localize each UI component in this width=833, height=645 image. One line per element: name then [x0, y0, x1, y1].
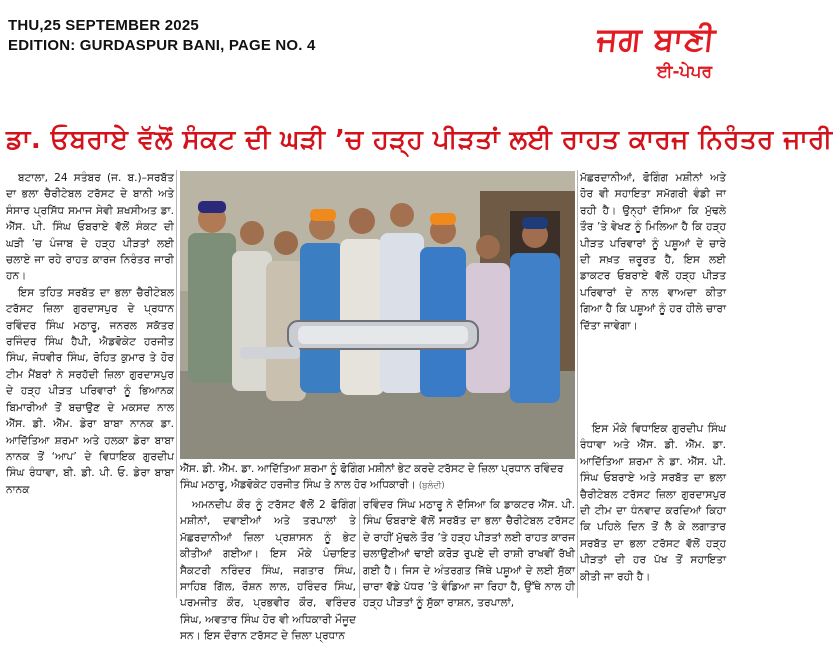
article-column-2 — [180, 497, 356, 643]
logo-epaper-label: ਈ-ਪੇਪਰ — [656, 62, 712, 82]
logo-wordmark: ਜਗ ਬਾਣੀ — [595, 20, 718, 58]
paragraph: ਮੱਛਰਦਾਨੀਆਂ, ਫੋਗਿੰਗ ਮਸ਼ੀਨਾਂ ਅਤੇ ਹੋਰ ਵੀ ਸਹਾਇਤਾ ਸਮੱਗਰੀ ਵੰਡੀ ਜਾ ਰਹੀ ਹੈ। ਉਨ੍ਹਾਂ ਦੱਸਿਆ ਕਿ ਮੁੱਢਲੇ ਤੌਰ ’ਤੇ ਵੇਖਣ ਨੂੰ ਮਿਲਿਆ ਹੈ ਕਿ ਹੜ੍ਹ ਪੀੜਤ ਪਰਿਵਾਰਾਂ ਨੂੰ ਪਸ਼ੂਆਂ ਦੇ ਚਾਰੇ ਦੀ ਸਖ਼ਤ ਜ਼ਰੂਰਤ ਹੈ, ਇਸ ਲਈ ਡਾਕਟਰ ਓਬਰਾਏ ਵੱਲੋਂ ਹੜ੍ਹ ਪੀੜਤ ਪਰਿਵਾਰਾਂ ਦੇ ਨਾਲ ਵਾਅਦਾ ਕੀਤਾ ਗਿਆ ਹੈ ਕਿ ਪਸ਼ੂਆਂ ਨੂੰ ਹਰ ਹੀਲੇ ਚਾਰਾ ਦਿੱਤਾ ਜਾਵੇਗਾ। — [580, 172, 726, 332]
paragraph: ਇਸ ਮੌਕੇ ਵਿਧਾਇਕ ਗੁਰਦੀਪ ਸਿੰਘ ਰੰਧਾਵਾ ਅਤੇ ਐੱਸ. ਡੀ. ਐੱਮ. ਡਾ. ਆਦਿੱਤਿਆ ਸ਼ਰਮਾ ਨੇ ਡਾ. ਐੱਸ. ਪੀ. ਸਿੰਘ ਓਬਰਾਏ ਅਤੇ ਸਰਬੱਤ ਦਾ ਭਲਾ ਚੈਰੀਟੇਬਲ ਟਰੱਸਟ ਜ਼ਿਲਾ ਗੁਰਦਾਸਪੁਰ ਦੀ ਟੀਮ ਦਾ ਧੰਨਵਾਦ ਕਰਦਿਆਂ ਕਿਹਾ ਕਿ ਪਹਿਲੇ ਦਿਨ ਤੋਂ ਲੈ ਕੇ ਲਗਾਤਾਰ ਸਰਬੱਤ ਦਾ ਭਲਾ ਟਰੱਸਟ ਵੱਲੋਂ ਹੜ੍ਹ ਪੀੜਤਾਂ ਦੀ ਹਰ ਪੱਖ ਤੋਂ ਸਹਾਇਤਾ ਕੀਤੀ ਜਾ ਰਹੀ ਹੈ। — [580, 423, 726, 583]
column-divider — [577, 170, 578, 598]
edition-date: THU,25 SEPTEMBER 2025 — [8, 17, 199, 34]
epaper-header — [0, 0, 732, 112]
article-photo[interactable] — [180, 171, 575, 459]
article-column-4-bottom — [580, 421, 726, 599]
caption-credit: (ਬੁਲੰਦੀ) — [418, 480, 445, 491]
article-headline: ਡਾ. ਓਬਰਾਏ ਵੱਲੋਂ ਸੰਕਟ ਦੀ ਘੜੀ ’ਚ ਹੜ੍ਹ ਪੀੜਤਾਂ ਲਈ ਰਾਹਤ ਕਾਰਜ ਨਿਰੰਤਰ ਜਾਰੀ — [6, 125, 833, 155]
paragraph: ਅਮਨਦੀਪ ਕੌਰ ਨੂੰ ਟਰੱਸਟ ਵੱਲੋਂ 2 ਫੋਗਿੰਗ ਮਸ਼ੀਨਾਂ, ਦਵਾਈਆਂ ਅਤੇ ਤਰਪਾਲਾਂ ਤੇ ਮੱਛਰਦਾਨੀਆਂ ਜ਼ਿਲਾ ਪ੍ਰਸ਼ਾਸਨ ਨੂੰ ਭੇਟ ਕੀਤੀਆਂ ਗਈਆ। ਇਸ ਮੌਕੇ ਪੰਚਾਇਤ ਸੈਕਟਰੀ ਨਰਿੰਦਰ ਸਿੰਘ, ਜਗਤਾਰ ਸਿੰਘ, ਸਾਹਿਬ ਗਿੱਲ, ਰੌਸ਼ਨ ਲਾਲ, ਹਰਿੰਦਰ ਸਿੰਘ, ਪਰਮਜੀਤ ਕੌਰ, ਪ੍ਰਭਵੀਰ ਕੌਰ, ਵਰਿੰਦਰ ਸਿੰਘ, ਅਵਤਾਰ ਸਿੰਘ ਹੋਰ ਵੀ ਅਧਿਕਾਰੀ ਮੌਜੂਦ ਸਨ। ਇਸ ਦੌਰਾਨ ਟਰੱਸਟ ਦੇ ਜ਼ਿਲਾ ਪ੍ਰਧਾਨ — [180, 499, 356, 643]
article-column-3 — [363, 497, 575, 610]
jagbani-logo[interactable] — [597, 22, 716, 82]
edition-name: EDITION: GURDASPUR BANI, PAGE NO. 4 — [8, 37, 316, 54]
article-column-4-top — [580, 170, 726, 418]
paragraph: ਬਟਾਲਾ, 24 ਸਤੰਬਰ (ਜ. ਬ.)–ਸਰਬੱਤ ਦਾ ਭਲਾ ਚੈਰੀਟੇਬਲ ਟਰੱਸਟ ਦੇ ਬਾਨੀ ਅਤੇ ਸੰਸਾਰ ਪ੍ਰਸਿੱਧ ਸਮਾਜ ਸੇਵੀ ਸ਼ਖਸੀਅਤ ਡਾ. ਐੱਸ. ਪੀ. ਸਿੰਘ ਓਬਰਾਏ ਵੱਲੋਂ ਸੰਕਟ ਦੀ ਘੜੀ ’ਚ ਪੰਜਾਬ ਦੇ ਹੜ੍ਹ ਪੀੜਤਾਂ ਲਈ ਚਲਾਏ ਜਾ ਰਹੇ ਰਾਹਤ ਕਾਰਜ ਨਿਰੰਤਰ ਜਾਰੀ ਹਨ। — [6, 172, 174, 283]
column-divider — [176, 170, 177, 598]
article-column-1 — [6, 170, 174, 598]
photo-caption — [180, 462, 575, 494]
group-photo-illustration — [180, 171, 575, 459]
column-divider — [359, 497, 360, 598]
caption-text: ਐੱਸ. ਡੀ. ਐੱਮ. ਡਾ. ਆਦਿੱਤਿਆ ਸ਼ਰਮਾ ਨੂੰ ਫੋਗਿੰਗ ਮਸ਼ੀਨਾਂ ਭੇਟ ਕਰਦੇ ਟਰੱਸਟ ਦੇ ਜ਼ਿਲਾ ਪ੍ਰਧਾਨ ਰਵਿੰਦਰ ਸਿੰਘ ਮਠਾਰੂ, ਐਡਵੋਕੇਟ ਹਰਜੀਤ ਸਿੰਘ ਤੇ ਨਾਲ ਹੋਰ ਅਧਿਕਾਰੀ। — [180, 463, 564, 491]
paragraph: ਰਵਿੰਦਰ ਸਿੰਘ ਮਠਾਰੂ ਨੇ ਦੱਸਿਆ ਕਿ ਡਾਕਟਰ ਐੱਸ. ਪੀ. ਸਿੰਘ ਓਬਰਾਏ ਵੱਲੋਂ ਸਰਬੱਤ ਦਾ ਭਲਾ ਚੈਰੀਟੇਬਲ ਟਰੱਸਟ ਦੇ ਰਾਹੀਂ ਮੁੱਢਲੇ ਤੌਰ ’ਤੇ ਹੜ੍ਹ ਪੀੜਤਾਂ ਲਈ ਰਾਹਤ ਕਾਰਜ ਚਲਾਉਣੀਆਂ ਢਾਈ ਕਰੋੜ ਰੁਪਏ ਦੀ ਰਾਸ਼ੀ ਰਾਖਵੀਂ ਰੱਖੀ ਗਈ ਹੈ। ਜਿਸ ਦੇ ਅੰਤਰਗਤ ਜਿੱਥੇ ਪਸ਼ੂਆਂ ਦੇ ਲਈ ਸੁੱਕਾ ਚਾਰਾ ਵੱਡੇ ਪੱਧਰ ’ਤੇ ਵੰਡਿਆ ਜਾ ਰਿਹਾ ਹੈ, ਉੱਥੇ ਨਾਲ ਹੀ ਹੜ੍ਹ ਪੀੜਤਾਂ ਨੂੰ ਸੁੱਕਾ ਰਾਸ਼ਨ, ਤਰਪਾਲਾਂ, — [363, 499, 575, 610]
paragraph: ਇਸ ਤਹਿਤ ਸਰਬੱਤ ਦਾ ਭਲਾ ਚੈਰੀਟੇਬਲ ਟਰੱਸਟ ਜ਼ਿਲਾ ਗੁਰਦਾਸਪੁਰ ਦੇ ਪ੍ਰਧਾਨ ਰਵਿੰਦਰ ਸਿੰਘ ਮਠਾਰੂ, ਜਨਰਲ ਸਕੱਤਰ ਰਜਿੰਦਰ ਸਿੰਘ ਹੈਪੀ, ਐਡਵੋਕੇਟ ਹਰਜੀਤ ਸਿੰਘ, ਜੋਧਵੀਰ ਸਿੰਘ, ਰੋਹਿਤ ਕੁਮਾਰ ਤੇ ਹੋਰ ਟੀਮ ਮੈਂਬਰਾਂ ਨੇ ਸਰਹੱਦੀ ਜ਼ਿਲਾ ਗੁਰਦਾਸਪੁਰ ਦੇ ਹੜ੍ਹ ਪੀੜਤ ਪਰਿਵਾਰਾਂ ਨੂੰ ਭਿਆਨਕ ਬਿਮਾਰੀਆਂ ਤੋਂ ਬਚਾਉਣ ਦੇ ਮਕਸਦ ਨਾਲ ਐੱਸ. ਡੀ. ਐੱਮ. ਡੇਰਾ ਬਾਬਾ ਨਾਨਕ ਡਾ. ਆਦਿੱਤਿਆ ਸ਼ਰਮਾ ਅਤੇ ਹਲਕਾ ਡੇਰਾ ਬਾਬਾ ਨਾਨਕ ਤੋਂ ‘ਆਪ’ ਦੇ ਵਿਧਾਇਕ ਗੁਰਦੀਪ ਸਿੰਘ ਰੰਧਾਵਾ, ਬੀ. ਡੀ. ਪੀ. ਓ. ਡੇਰਾ ਬਾਬਾ ਨਾਨਕ — [6, 286, 174, 496]
